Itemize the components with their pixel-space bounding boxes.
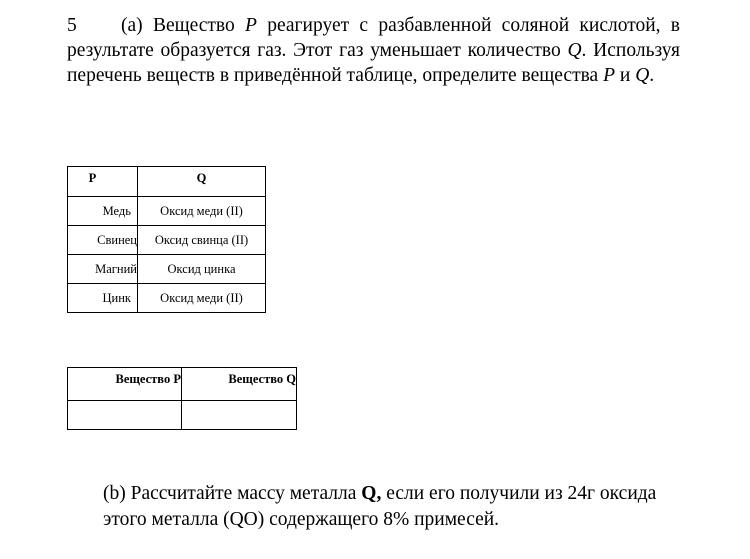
answer-row [68,401,297,430]
part-b-text-1: (b) Рассчитайте массу металла [103,483,362,504]
cell-p: Свинец [68,226,138,255]
question-text-1: Вещество [152,15,246,36]
var-q-2: Q [635,65,650,86]
var-q: Q [567,40,582,61]
cell-q: Оксид цинка [138,255,266,284]
var-p: P [245,15,257,36]
question-5-part-b [103,481,703,533]
question-text-4: и [615,65,636,86]
table-row [68,284,266,313]
var-p-2: P [603,65,616,86]
cell-q: Оксид свинца (II) [138,226,266,255]
part-b-text-2: если его получили из 24г оксида этого металла (QO) содержащего 8% примесей. [103,483,657,530]
header-q: Q [138,167,266,197]
part-a-label: (a) [121,15,143,36]
answer-header-q: Вещество Q [182,368,297,401]
table-row [68,255,266,284]
header-p: P [68,167,138,197]
part-b-bold-q: Q, [361,483,382,504]
table-header-row [68,167,266,197]
cell-p: Магний [68,255,138,284]
cell-p: Цинк [68,284,138,313]
table-row [68,197,266,226]
answer-header-row [68,368,297,401]
answer-table [67,367,297,430]
substances-table [67,166,266,313]
cell-q: Оксид меди (II) [138,197,266,226]
answer-cell-q[interactable] [182,401,297,430]
question-5-part-a [67,13,680,88]
answer-cell-p[interactable] [68,401,182,430]
question-text-3: . Используя перечень веществ в приведённой таблице, определите вещества [67,40,680,86]
cell-q: Оксид меди (II) [138,284,266,313]
answer-header-p: Вещество P [68,368,182,401]
question-text-5: . [649,65,655,86]
question-text-2: реагирует с разбавленной соляной кислотой, в результате образуется газ. Этот газ уменьшает количество [67,15,680,61]
question-number: 5 [67,15,77,36]
table-row [68,226,266,255]
cell-p: Медь [68,197,138,226]
